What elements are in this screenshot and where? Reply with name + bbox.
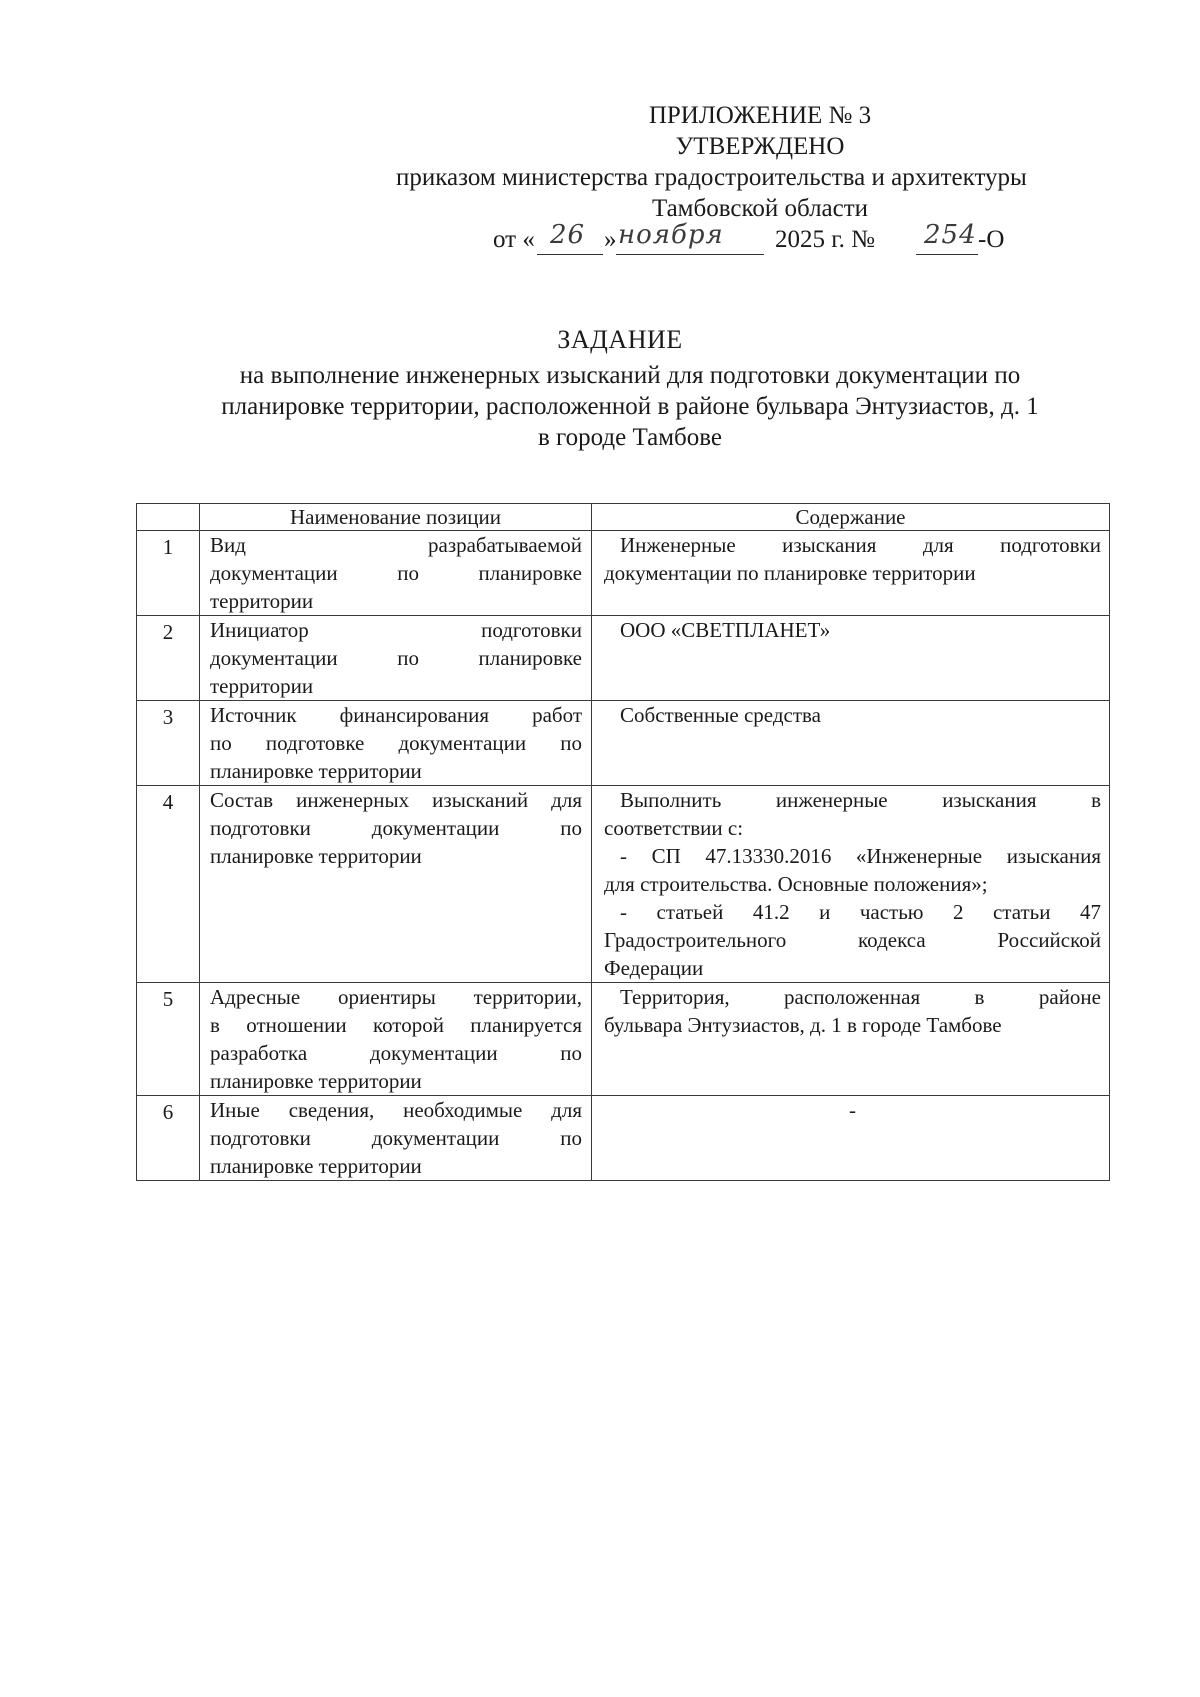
table-body: [137, 531, 1110, 1181]
content-line: Собственные средства: [620, 703, 821, 727]
subtitle-line: в городе Тамбове: [537, 424, 723, 451]
order-suffix: -О: [978, 226, 1005, 253]
date-mid: »: [604, 226, 617, 253]
row-number: 6: [137, 1096, 200, 1181]
position-name-line: территории: [210, 674, 314, 698]
date-month: ноября: [618, 220, 724, 250]
order-by-line: приказом министерства градостроительства и архитектуры: [396, 164, 1027, 191]
position-name-line: документации по планировке: [210, 646, 582, 670]
date-month-underline: [616, 254, 764, 255]
table-row: [137, 786, 1110, 983]
row-content: [592, 786, 1110, 983]
position-name-line: в отношении которой планируется: [210, 1013, 582, 1037]
content-line: документации по планировке территории: [604, 561, 976, 585]
content-line: Федерации: [604, 956, 704, 980]
table-row: [137, 531, 1110, 616]
content-line: бульвара Энтузиастов, д. 1 в городе Тамбове: [604, 1013, 1002, 1037]
row-content: [592, 531, 1110, 616]
position-name-line: разработка документации по: [210, 1041, 582, 1065]
position-name-line: Иные сведения, необходимые для: [210, 1098, 582, 1122]
table-row: [137, 701, 1110, 786]
content-line: - СП 47.13330.2016 «Инженерные изыскания: [620, 844, 1101, 868]
position-name-line: подготовки документации по: [210, 1126, 582, 1150]
row-content: [592, 983, 1110, 1096]
row-number: 4: [137, 786, 200, 983]
position-name-line: планировке территории: [210, 759, 422, 783]
order-number: 254: [924, 220, 977, 250]
position-name-line: Адресные ориентиры территории,: [210, 985, 582, 1009]
row-number: 2: [137, 616, 200, 701]
content-line: соответствии с:: [604, 816, 744, 840]
content-line: для строительства. Основные положения»;: [604, 872, 988, 896]
table-row: [137, 1096, 1110, 1181]
header-content: Содержание: [592, 504, 1110, 531]
row-position-name: [200, 616, 592, 701]
position-name-line: по подготовке документации по: [210, 731, 582, 755]
table-row: [137, 983, 1110, 1096]
appendix-label: ПРИЛОЖЕНИЕ № 3: [648, 102, 872, 129]
row-position-name: [200, 531, 592, 616]
content-line: Территория, расположенная в районе: [620, 985, 1101, 1009]
task-subtitle: [140, 360, 1120, 453]
date-day-underline: [537, 254, 603, 255]
content-line: - статьей 41.2 и частью 2 статьи 47: [620, 900, 1101, 924]
task-heading: ЗАДАНИЕ: [557, 325, 683, 354]
table-row: [137, 616, 1110, 701]
row-number: 1: [137, 531, 200, 616]
date-day: 26: [550, 220, 586, 250]
subtitle-line: на выполнение инженерных изысканий для подготовки документации по: [239, 362, 1021, 389]
header-number: [137, 504, 200, 531]
order-date-line: [380, 220, 1140, 260]
header-position-name: Наименование позиции: [200, 504, 592, 531]
region-line: Тамбовской области: [651, 195, 869, 222]
position-name-line: планировке территории: [210, 1069, 422, 1093]
order-number-underline: [916, 254, 978, 255]
table-header-row: [137, 504, 1110, 531]
row-position-name: [200, 983, 592, 1096]
approved-label: УТВЕРЖДЕНО: [675, 133, 845, 160]
date-year: 2025 г. №: [775, 226, 876, 253]
subtitle-line: планировке территории, расположенной в районе бульвара Энтузиастов, д. 1: [221, 393, 1039, 420]
position-name-line: Вид разрабатываемой: [210, 533, 582, 557]
content-line: ООО «СВЕТПЛАНЕТ»: [620, 618, 831, 642]
row-position-name: [200, 786, 592, 983]
content-line: Выполнить инженерные изыскания в: [620, 788, 1101, 812]
row-position-name: [200, 701, 592, 786]
approval-block: [380, 100, 1140, 260]
row-content: [592, 1096, 1110, 1181]
task-table: [136, 503, 1110, 1181]
row-content: [592, 701, 1110, 786]
content-line: -: [849, 1098, 856, 1122]
position-name-line: подготовки документации по: [210, 816, 582, 840]
position-name-line: территории: [210, 589, 314, 613]
position-name-line: планировке территории: [210, 1154, 422, 1178]
position-name-line: Инициатор подготовки: [210, 618, 582, 642]
position-name-line: планировке территории: [210, 844, 422, 868]
content-line: Градостроительного кодекса Российской: [604, 928, 1101, 952]
content-line: Инженерные изыскания для подготовки: [620, 533, 1101, 557]
row-content: [592, 616, 1110, 701]
row-number: 5: [137, 983, 200, 1096]
position-name-line: Источник финансирования работ: [210, 703, 582, 727]
row-number: 3: [137, 701, 200, 786]
date-prefix: от «: [493, 226, 535, 253]
position-name-line: Состав инженерных изысканий для: [210, 788, 582, 812]
position-name-line: документации по планировке: [210, 561, 582, 585]
row-position-name: [200, 1096, 592, 1181]
